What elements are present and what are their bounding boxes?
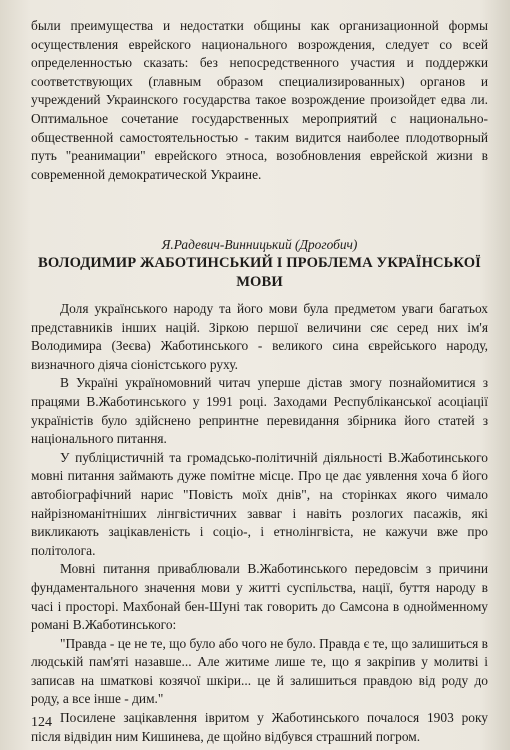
article-title-line-2: МОВИ (236, 273, 283, 290)
intro-paragraph: были преимущества и недостатки общины как организационной формы осуществления еврейского национального возрождения, следует со всей определенностью сказать: без непосредственного участия и поддержки соответствующих (главным образом специализированных) органов и учреждений Украинского государства такое возрождение произойдет едва ли. Оптимальное сочетание государственных мероприятий с национально-общественной самостоятельностью - таким видится наиболее плодотворный путь "реанимации" еврейского этноса, возобновления еврейской жизни в современной демократической Украине. (31, 18, 488, 182)
page-number: 124 (31, 715, 52, 730)
article-paragraph-1: Доля українського народу та його мови була предметом уваги багатьох представників інших націй. Зіркою першої величини сяє серед них ім'я Володимира (Зеєва) Жаботинського - великого сина єврейського народу, визначного діяча сіоністського руху. (31, 301, 488, 372)
article-paragraph-2: В Україні україномовний читач уперше дістав змогу познайомитися з працями В.Жаботинського у 1991 році. Заходами Республіканської асоціації україністів було здійснено репринтне перевидання збірника його статей з національного питання. (31, 375, 488, 447)
continued-text-block (31, 17, 488, 184)
article-byline: Я.Радевич-Винницький (Дрогобич) (161, 237, 358, 252)
article-paragraph-3: У публіцистичній та громадсько-політичній діяльності В.Жаботинського мовні питання займають дуже помітне місце. Про це дає уявлення хоча б його автобіографічний нарис "Повість моїх днів", на сторінках якого чимало найрізноманітніших лінгвістичних завваг і навіть розлогих пасажів, які викликають зацікавленість і соціо-, і етнолінгвіста, не кажучи вже про політолога. (31, 449, 488, 558)
article-paragraph-6: Посилене зацікавлення івритом у Жаботинського почалося 1903 року після відвідин ним Кишинева, де щойно відбувся страшний погром. (31, 710, 488, 744)
article-body (31, 300, 488, 746)
article-paragraph-4: Мовні питання приваблювали В.Жаботинського передовсім з причини фундаментального значення мови у житті суспільства, нації, буття народу в часі і просторі. Махбонай бен-Шуні так говорить до Самсона в однойменному романі В.Жаботинського: (31, 561, 488, 633)
article-quote-paragraph: "Правда - це не те, що було або чого не було. Правда є те, що залишиться в людській пам'яті назавше... Але житиме лише те, що я закріпив у молитві і записав на шматкові козячої шкіри... це й залишиться правдою від роду до роду, а все інше - дим." (31, 635, 488, 707)
article-title (31, 254, 488, 291)
article-title-line-1: ВОЛОДИМИР ЖАБОТИНСЬКИЙ І ПРОБЛЕМА УКРАЇНСЬКОЇ (38, 255, 481, 271)
